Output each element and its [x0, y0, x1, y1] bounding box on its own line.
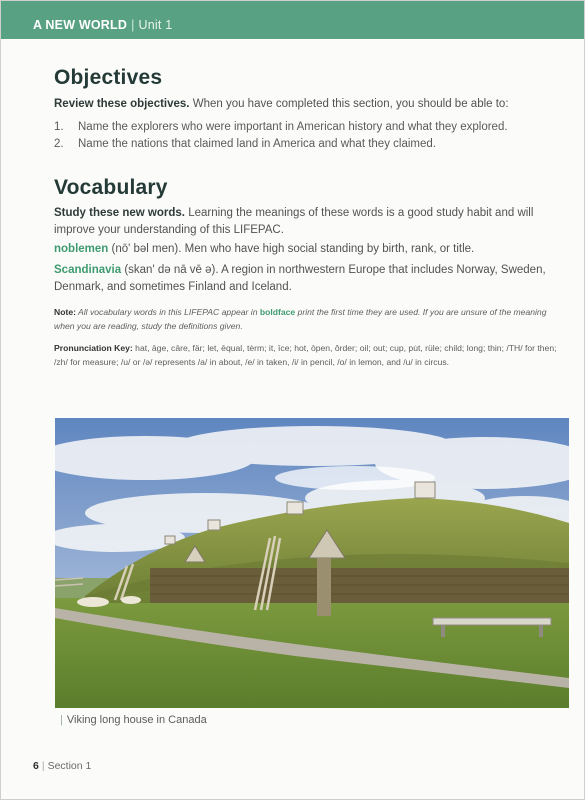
- list-number: 2.: [54, 138, 64, 150]
- list-number: 1.: [54, 121, 64, 133]
- objectives-list: [54, 119, 508, 153]
- objectives-intro-lead: Review these objectives.: [54, 98, 190, 110]
- pronunciation-key-text: hat, āge, cāre, fär; let, ēqual, tėrm; it, īce; hot, ōpen, ôrder; oil; out; cup, pu̇t, rüle; child; long; thin; /TH/ for then; /zh/ for measure; /u/ or /ə/ represents /a/ in about, /e/ in taken, /i/ in pencil, /o/ in lemon, and /u/ in circus.: [54, 343, 557, 367]
- note-text: print the first time they are used. If you are unsure of the meaning when you are reading, study the definitions given.: [54, 307, 547, 331]
- footer-separator: |: [41, 760, 45, 772]
- vocabulary-intro: [54, 205, 559, 239]
- list-text: Name the explorers who were important in American history and what they explored.: [78, 121, 508, 133]
- vocab-term: noblemen: [54, 243, 109, 255]
- vocab-pronunciation: (skan' də nā vē ə).: [121, 264, 219, 276]
- header-separator: |: [131, 18, 135, 32]
- photo-caption: [60, 714, 207, 726]
- vocabulary-heading: Vocabulary: [54, 176, 168, 199]
- note-label: Note:: [54, 307, 76, 317]
- vocab-pronunciation: (nō' bəl men).: [108, 243, 182, 255]
- vocabulary-intro-lead: Study these new words.: [54, 207, 185, 219]
- pronunciation-key-label: Pronunciation Key:: [54, 343, 133, 353]
- note-boldface-word: boldface: [259, 307, 296, 317]
- vocab-term-entry: [54, 262, 566, 296]
- vocabulary-note: [54, 305, 564, 333]
- caption-text: Viking long house in Canada: [66, 714, 207, 726]
- list-text: Name the nations that claimed land in America and what they claimed.: [78, 138, 436, 150]
- section-label: Section 1: [47, 760, 92, 772]
- caption-bar: |: [60, 714, 63, 726]
- vocab-definition: A region in northwestern Europe that includes Norway, Sweden, Denmark, and sometimes Finland and Iceland.: [54, 264, 546, 293]
- viking-longhouse-photo: [55, 418, 569, 708]
- page-footer: [33, 760, 91, 772]
- list-item: [54, 136, 508, 153]
- running-header: [33, 18, 172, 32]
- vocab-definition: Men who have high social standing by birth, rank, or title.: [181, 243, 475, 255]
- vocab-term-entry: [54, 241, 554, 258]
- note-text: All vocabulary words in this LIFEPAC appear in: [75, 307, 260, 317]
- pronunciation-key: [54, 341, 564, 369]
- list-item: [54, 119, 508, 136]
- objectives-heading: Objectives: [54, 66, 163, 89]
- vocab-term: Scandinavia: [54, 264, 122, 276]
- objectives-intro: [54, 96, 554, 113]
- page-number: 6: [33, 760, 39, 772]
- vocabulary-intro-rest: Learning the meanings of these words is a good study habit and will improve your understanding of this LIFEPAC.: [54, 207, 534, 236]
- objectives-intro-rest: When you have completed this section, you should be able to:: [189, 98, 509, 110]
- book-title: A NEW WORLD: [33, 18, 128, 32]
- unit-label: Unit 1: [138, 18, 173, 32]
